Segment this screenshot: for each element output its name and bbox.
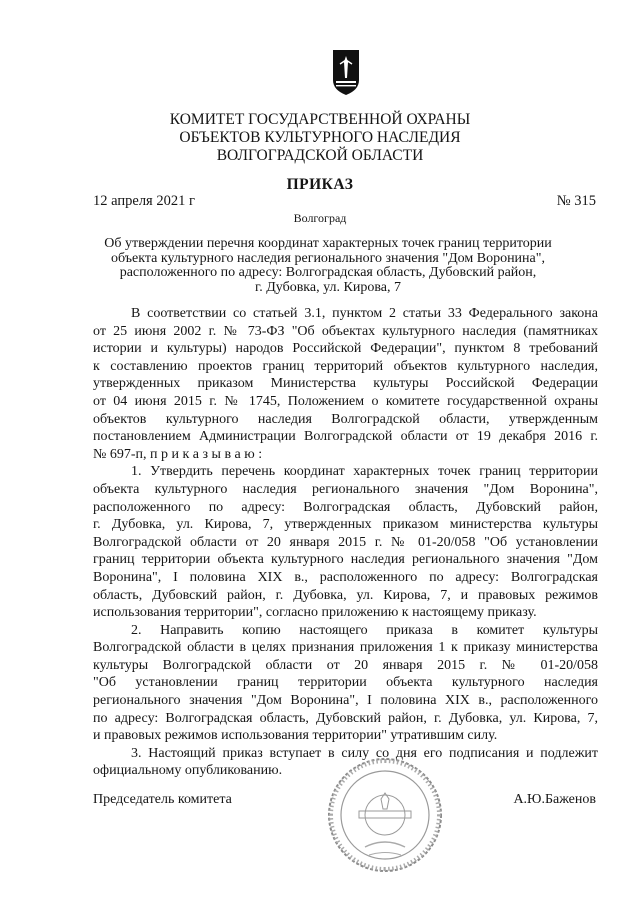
subject-line: г. Дубовка, ул. Кирова, 7 [255, 279, 401, 295]
body-line: объекта культурного наследия регионального значения "Дом Воронина", [93, 481, 598, 497]
body-line: от 25 июня 2002 г. № 73-ФЗ "Об объектах культурного наследия (памятниках [93, 323, 598, 339]
body-line: 2. Направить копию настоящего приказа в комитет культуры [131, 622, 598, 638]
body-line: 3. Настоящий приказ вступает в силу со дня его подписания и подлежит [131, 745, 598, 761]
subject-line: расположенного по адресу: Волгоградская область, Дубовский район, [119, 265, 537, 280]
body-line: расположенного по адресу: Волгоградская область, Дубовский район, [93, 499, 598, 515]
signatory-title: Председатель комитета [93, 792, 232, 807]
body-line: регионального значения "Дом Воронина", I половина XIX в., расположенного [93, 693, 598, 709]
document-city: Волгоград [293, 211, 347, 225]
body-line: утвержденных приказом Министерства культуры Российской Федерации [93, 376, 598, 392]
body-line: и правовых режимов использования территории" утратившим силу. [93, 728, 498, 744]
body-line: Воронина", I половина XIX в., расположенного по адресу: Волгоградская [93, 569, 598, 585]
org-line: КОМИТЕТ ГОСУДАРСТВЕННОЙ ОХРАНЫ [169, 111, 471, 128]
body-line: Волгоградской области от 20 января 2015 г. № 01-20/058 "Об установлении [93, 534, 598, 550]
coat-of-arms-icon [331, 48, 361, 96]
body-line: "Об установлении границ территории объекта культурного наследия [93, 675, 598, 691]
document-date: 12 апреля 2021 г [93, 193, 195, 209]
body-line: г. Дубовка, ул. Кирова, 7, утвержденных приказом министерства культуры [93, 517, 598, 533]
body-line: объектов культурного наследия Волгоградской области, утвержденным [93, 411, 598, 427]
official-seal-icon [325, 755, 445, 875]
body-line: к составлению проектов границ территорий объектов культурного наследия, [93, 358, 598, 374]
organization-name [0, 111, 640, 165]
body-line: истории и культуры) народов Российской Федерации", пунктом 8 требований [93, 341, 598, 357]
body-line: официальному опубликованию. [93, 763, 283, 779]
body-line: границ территории объекта культурного наследия регионального значения "Дом [93, 552, 598, 568]
document-subject [100, 237, 556, 295]
body-line: постановлением Администрации Волгоградской области от 19 декабря 2016 г. [93, 429, 598, 445]
body-line: по адресу: Волгоградская область, Дубовский район, г. Дубовка, ул. Кирова, 7, [93, 710, 598, 726]
signatory-name: А.Ю.Баженов [513, 792, 596, 807]
body-line: от 04 июня 2015 г. № 1745, Положением о комитете государственной охраны [93, 393, 598, 409]
document-number: № 315 [556, 193, 596, 209]
body-line: № 697-п, п р и к а з ы в а ю : [93, 446, 263, 462]
subject-line: объекта культурного наследия регионального значения "Дом Воронина", [111, 250, 545, 266]
subject-line: Об утверждении перечня координат характерных точек границ территории [104, 236, 552, 251]
org-line: ОБЪЕКТОВ КУЛЬТУРНОГО НАСЛЕДИЯ [179, 129, 461, 146]
body-line: культуры Волгоградской области от 20 января 2015 г. № 01-20/058 [93, 657, 598, 673]
body-line: использования территории", согласно приложению к настоящему приказу. [93, 605, 537, 621]
org-line: ВОЛГОГРАДСКОЙ ОБЛАСТИ [216, 147, 424, 164]
document-body [93, 305, 598, 780]
body-line: область, Дубовский район, г. Дубовка, ул. Кирова, 7, и правовых режимов [93, 587, 598, 603]
body-line: Волгоградской области в целях признания приложения 1 к приказу министерства [93, 640, 598, 656]
body-line: В соответствии со статьей 3.1, пунктом 2 статьи 33 Федерального закона [131, 306, 598, 321]
body-line: 1. Утвердить перечень координат характерных точек границ территории [131, 464, 598, 480]
document-type: ПРИКАЗ [286, 176, 354, 193]
